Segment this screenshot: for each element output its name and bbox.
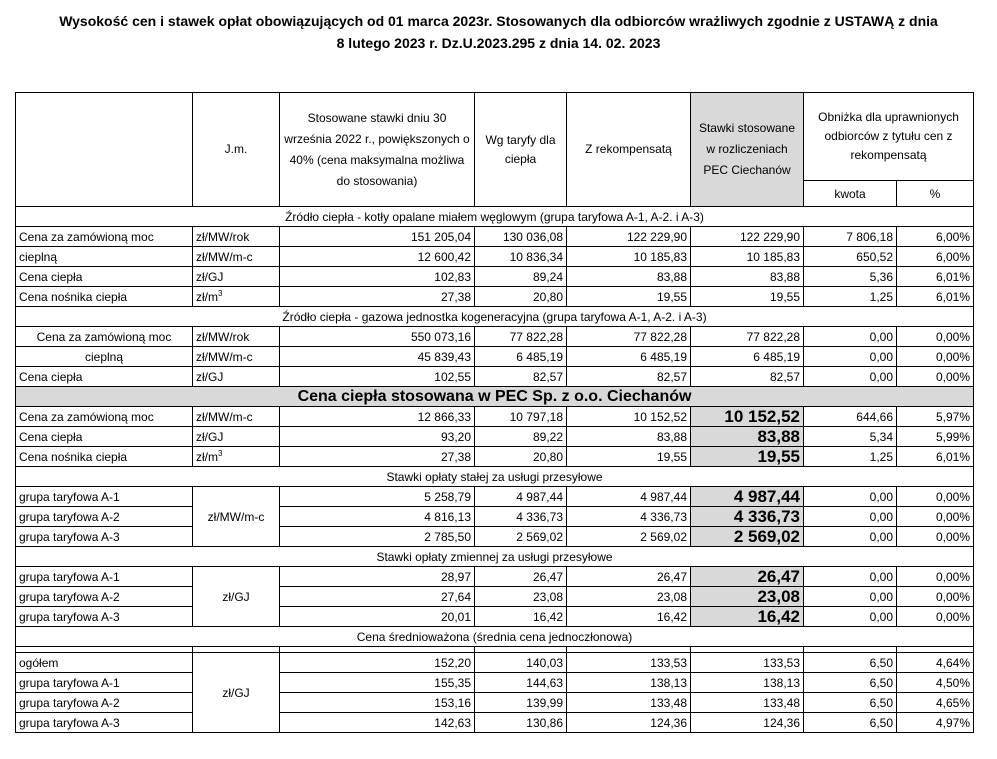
- table-row: [16, 567, 974, 587]
- cell: 27,38: [280, 287, 475, 307]
- cell: 5,97%: [897, 407, 974, 427]
- unit-base: zł/m: [196, 289, 218, 304]
- cell: 0,00: [804, 327, 897, 347]
- cell: 152,20: [280, 653, 475, 673]
- cell: 0,00: [804, 367, 897, 387]
- cell-highlight: 26,47: [691, 567, 804, 587]
- cell: 12 866,33: [280, 407, 475, 427]
- header-kwota: kwota: [804, 181, 897, 207]
- cell: 20,80: [475, 287, 567, 307]
- row-label: Cena ciepła: [16, 427, 193, 447]
- cell: 0,00: [804, 487, 897, 507]
- cell-highlight: 2 569,02: [691, 527, 804, 547]
- cell: 10 185,83: [691, 247, 804, 267]
- cell: 1,25: [804, 447, 897, 467]
- row-unit: [193, 447, 280, 467]
- cell: 83,88: [691, 267, 804, 287]
- row-label: Cena ciepła: [16, 267, 193, 287]
- row-unit: zł/GJ: [193, 367, 280, 387]
- cell: 133,53: [567, 653, 691, 673]
- cell: 28,97: [280, 567, 475, 587]
- section-header: [16, 387, 974, 407]
- cell: 138,13: [691, 673, 804, 693]
- cell: 6,01%: [897, 267, 974, 287]
- cell: 4 987,44: [475, 487, 567, 507]
- cell: 89,22: [475, 427, 567, 447]
- table-row: [16, 653, 974, 673]
- cell: 6,00%: [897, 227, 974, 247]
- cell: 7 806,18: [804, 227, 897, 247]
- cell: 20,80: [475, 447, 567, 467]
- table-row: [16, 487, 974, 507]
- cell: 4,50%: [897, 673, 974, 693]
- cell: 82,57: [475, 367, 567, 387]
- cell: 155,35: [280, 673, 475, 693]
- row-label: Cena ciepła: [16, 367, 193, 387]
- section-header: [16, 627, 974, 647]
- section-header: [16, 307, 974, 327]
- cell: 26,47: [567, 567, 691, 587]
- cell: 0,00: [804, 607, 897, 627]
- cell: 16,42: [567, 607, 691, 627]
- cell-highlight: 4 987,44: [691, 487, 804, 507]
- cell: 93,20: [280, 427, 475, 447]
- row-label: grupa taryfowa A-2: [16, 587, 193, 607]
- cell: 4,64%: [897, 653, 974, 673]
- header-rekompensata: Z rekompensatą: [567, 93, 691, 207]
- cell: 102,55: [280, 367, 475, 387]
- cell: 142,63: [280, 713, 475, 733]
- cell: 4 816,13: [280, 507, 475, 527]
- cell: 10 152,52: [567, 407, 691, 427]
- cell: 0,00%: [897, 327, 974, 347]
- row-label: grupa taryfowa A-2: [16, 507, 193, 527]
- row-label: cieplną: [16, 247, 193, 267]
- row-label: Cena za zamówioną moc: [16, 407, 193, 427]
- section-header: [16, 207, 974, 227]
- cell: 4 987,44: [567, 487, 691, 507]
- cell: 122 229,90: [567, 227, 691, 247]
- table-row: [16, 713, 974, 733]
- cell: 6 485,19: [567, 347, 691, 367]
- header-obnizka: Obniżka dla uprawnionych odbiorców z tytułu cen z rekompensatą: [804, 93, 974, 181]
- cell: 0,00%: [897, 347, 974, 367]
- unit-exp: 3: [218, 448, 223, 458]
- table-row: [16, 507, 974, 527]
- table-row: [16, 427, 974, 447]
- cell: 0,00%: [897, 507, 974, 527]
- document-title: [0, 10, 997, 54]
- cell: 6,01%: [897, 447, 974, 467]
- cell: 2 569,02: [475, 527, 567, 547]
- table-row: [16, 607, 974, 627]
- table-row: [16, 693, 974, 713]
- cell: 0,00: [804, 527, 897, 547]
- cell: 6,50: [804, 713, 897, 733]
- cell: 151 205,04: [280, 227, 475, 247]
- cell: 133,48: [567, 693, 691, 713]
- header-pec: Stawki stosowane w rozliczeniach PEC Ciechanów: [691, 93, 804, 207]
- row-label: grupa taryfowa A-3: [16, 713, 193, 733]
- section-header: [16, 467, 974, 487]
- cell: 77 822,28: [475, 327, 567, 347]
- table-row: [16, 407, 974, 427]
- cell: 83,88: [567, 267, 691, 287]
- cell: 10 185,83: [567, 247, 691, 267]
- table-row: [16, 367, 974, 387]
- cell: 1,25: [804, 287, 897, 307]
- cell: 0,00%: [897, 487, 974, 507]
- cell: 4,97%: [897, 713, 974, 733]
- row-label: Cena nośnika ciepła: [16, 447, 193, 467]
- row-unit: zł/GJ: [193, 567, 280, 627]
- cell: 6 485,19: [691, 347, 804, 367]
- section-header: [16, 547, 974, 567]
- cell: 20,01: [280, 607, 475, 627]
- row-unit: zł/MW/m-c: [193, 487, 280, 547]
- cell: 23,08: [567, 587, 691, 607]
- cell: 122 229,90: [691, 227, 804, 247]
- cell: 0,00%: [897, 607, 974, 627]
- cell-highlight: 23,08: [691, 587, 804, 607]
- row-unit: zł/MW/rok: [193, 227, 280, 247]
- cell: 6,01%: [897, 287, 974, 307]
- header-jm: J.m.: [193, 93, 280, 207]
- cell: 6 485,19: [475, 347, 567, 367]
- row-unit: [193, 287, 280, 307]
- row-label: Cena za zamówioną moc: [16, 327, 193, 347]
- cell: 26,47: [475, 567, 567, 587]
- header-taryfa: Wg taryfy dla ciepła: [475, 93, 567, 207]
- title-line-2: 8 lutego 2023 r. Dz.U.2023.295 z dnia 14. 02. 2023: [336, 35, 661, 51]
- row-unit: zł/MW/m-c: [193, 247, 280, 267]
- cell: 6,50: [804, 693, 897, 713]
- cell: 45 839,43: [280, 347, 475, 367]
- title-line-1: Wysokość cen i stawek opłat obowiązujących od 01 marca 2023r. Stosowanych dla odbiorców wrażliwych zgodnie z USTAWĄ z dnia: [59, 13, 938, 29]
- table-row: [16, 527, 974, 547]
- section-title: Cena ciepła stosowana w PEC Sp. z o.o. Ciechanów: [16, 387, 974, 407]
- row-unit: zł/MW/m-c: [193, 347, 280, 367]
- table-row: [16, 587, 974, 607]
- row-label: grupa taryfowa A-2: [16, 693, 193, 713]
- section-title: Stawki opłaty zmiennej za usługi przesyłowe: [16, 547, 974, 567]
- cell: 102,83: [280, 267, 475, 287]
- cell: 77 822,28: [691, 327, 804, 347]
- row-label: Cena nośnika ciepła: [16, 287, 193, 307]
- cell: 0,00%: [897, 527, 974, 547]
- cell: 6,00%: [897, 247, 974, 267]
- header-row: [16, 93, 974, 181]
- table-row: [16, 247, 974, 267]
- cell: 23,08: [475, 587, 567, 607]
- cell: 140,03: [475, 653, 567, 673]
- cell: 0,00: [804, 587, 897, 607]
- row-label: ogółem: [16, 653, 193, 673]
- row-label: grupa taryfowa A-1: [16, 673, 193, 693]
- cell: 4,65%: [897, 693, 974, 713]
- cell: 6,50: [804, 653, 897, 673]
- cell: 6,50: [804, 673, 897, 693]
- table-row: [16, 327, 974, 347]
- cell: 12 600,42: [280, 247, 475, 267]
- row-label: grupa taryfowa A-1: [16, 487, 193, 507]
- row-unit: zł/GJ: [193, 427, 280, 447]
- cell: 27,64: [280, 587, 475, 607]
- cell: 0,00%: [897, 587, 974, 607]
- cell: 133,53: [691, 653, 804, 673]
- cell: 650,52: [804, 247, 897, 267]
- cell: 644,66: [804, 407, 897, 427]
- cell: 5,36: [804, 267, 897, 287]
- cell: 153,16: [280, 693, 475, 713]
- section-title: Cena średnioważona (średnia cena jednoczłonowa): [16, 627, 974, 647]
- header-stosowane: Stosowane stawki dniu 30 września 2022 r., powiększonych o 40% (cena maksymalna możliwa do stosowania): [280, 93, 475, 207]
- row-label: grupa taryfowa A-3: [16, 527, 193, 547]
- row-unit: zł/MW/m-c: [193, 407, 280, 427]
- cell: 124,36: [691, 713, 804, 733]
- cell: 5 258,79: [280, 487, 475, 507]
- cell: 130,86: [475, 713, 567, 733]
- cell: 133,48: [691, 693, 804, 713]
- row-unit: zł/MW/rok: [193, 327, 280, 347]
- table-row: [16, 287, 974, 307]
- cell-highlight: 16,42: [691, 607, 804, 627]
- cell: 83,88: [567, 427, 691, 447]
- cell: 27,38: [280, 447, 475, 467]
- cell: 4 336,73: [475, 507, 567, 527]
- header-pct: %: [897, 181, 974, 207]
- cell-highlight: 4 336,73: [691, 507, 804, 527]
- cell: 4 336,73: [567, 507, 691, 527]
- unit-exp: 3: [218, 288, 223, 298]
- cell: 77 822,28: [567, 327, 691, 347]
- cell-highlight: 83,88: [691, 427, 804, 447]
- table-row: [16, 267, 974, 287]
- cell: 10 797,18: [475, 407, 567, 427]
- cell: 16,42: [475, 607, 567, 627]
- cell: 138,13: [567, 673, 691, 693]
- unit-base: zł/m: [196, 449, 218, 464]
- table-row: [16, 673, 974, 693]
- price-table: [15, 92, 974, 733]
- row-label: cieplną: [16, 347, 193, 367]
- section-title: Źródło ciepła - kotły opalane miałem węglowym (grupa taryfowa A-1, A-2. i A-3): [16, 207, 974, 227]
- row-label: Cena za zamówioną moc: [16, 227, 193, 247]
- cell: 10 836,34: [475, 247, 567, 267]
- table-row: [16, 447, 974, 467]
- cell: 0,00%: [897, 567, 974, 587]
- row-label: grupa taryfowa A-3: [16, 607, 193, 627]
- cell: 89,24: [475, 267, 567, 287]
- table-row: [16, 347, 974, 367]
- cell-highlight: 10 152,52: [691, 407, 804, 427]
- cell: 2 785,50: [280, 527, 475, 547]
- cell: 0,00: [804, 567, 897, 587]
- row-label: grupa taryfowa A-1: [16, 567, 193, 587]
- cell-highlight: 19,55: [691, 447, 804, 467]
- header-blank: [16, 93, 193, 207]
- cell: 2 569,02: [567, 527, 691, 547]
- cell: 130 036,08: [475, 227, 567, 247]
- row-unit: zł/GJ: [193, 653, 280, 733]
- cell: 124,36: [567, 713, 691, 733]
- cell: 19,55: [567, 287, 691, 307]
- table-row: [16, 227, 974, 247]
- cell: 82,57: [567, 367, 691, 387]
- section-title: Stawki opłaty stałej za usługi przesyłowe: [16, 467, 974, 487]
- row-unit: zł/GJ: [193, 267, 280, 287]
- cell: 19,55: [567, 447, 691, 467]
- cell: 19,55: [691, 287, 804, 307]
- cell: 139,99: [475, 693, 567, 713]
- cell: 0,00: [804, 347, 897, 367]
- cell: 5,99%: [897, 427, 974, 447]
- cell: 82,57: [691, 367, 804, 387]
- section-title: Źródło ciepła - gazowa jednostka kogeneracyjna (grupa taryfowa A-1, A-2. i A-3): [16, 307, 974, 327]
- cell: 550 073,16: [280, 327, 475, 347]
- cell: 0,00: [804, 507, 897, 527]
- cell: 5,34: [804, 427, 897, 447]
- cell: 144,63: [475, 673, 567, 693]
- cell: 0,00%: [897, 367, 974, 387]
